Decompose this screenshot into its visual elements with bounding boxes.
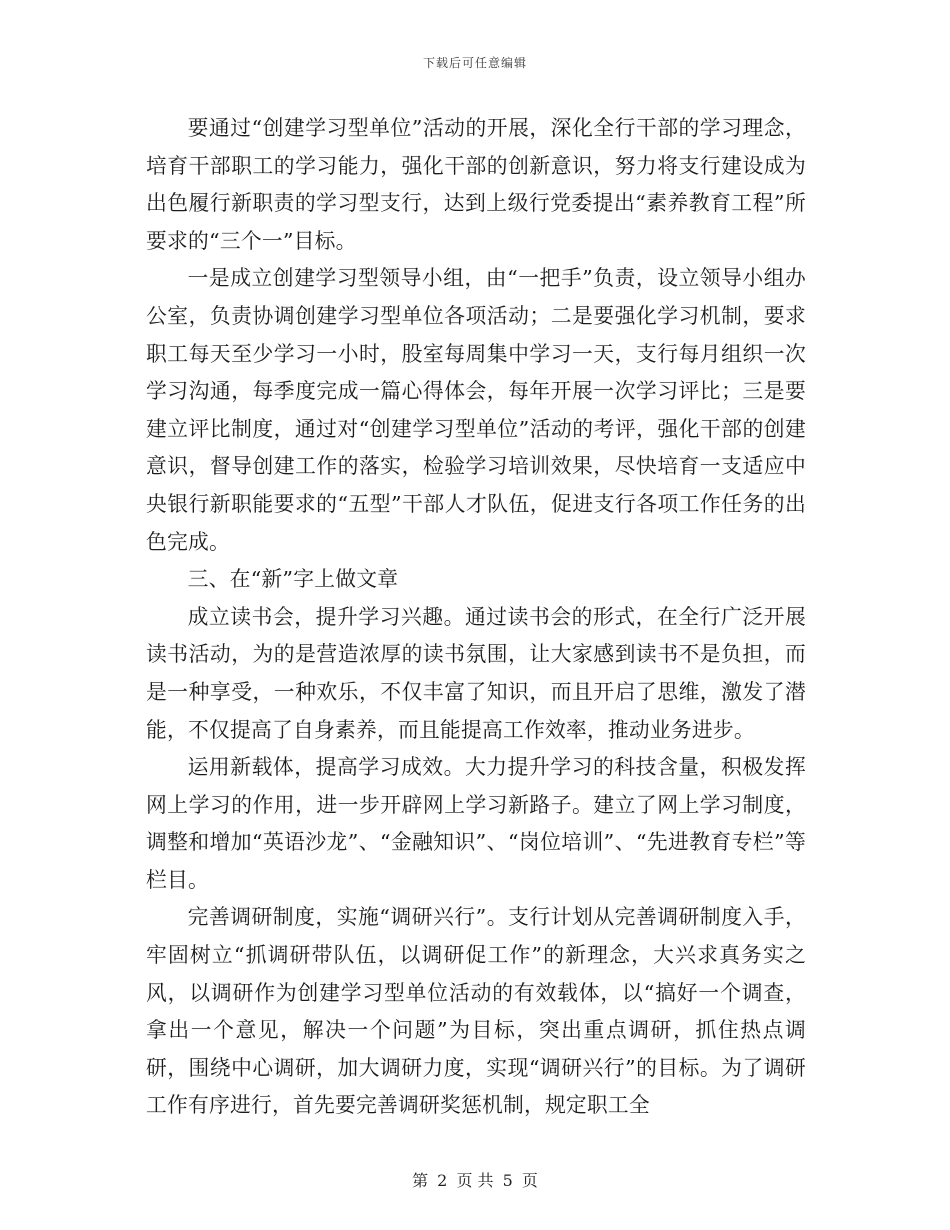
page-header-note: 下载后可任意编辑 bbox=[422, 56, 527, 70]
document-body bbox=[146, 110, 806, 1125]
page-number-total: 5 bbox=[502, 1171, 513, 1190]
paragraph-research-system: 完善调研制度，实施“调研兴行”。支行计划从完善调研制度入手，牢固树立“抓调研带队伍，以调研促工作”的新理念，大兴求真务实之风，以调研作为创建学习型单位活动的有效载体，以“搞好一个调查，拿出一个意见，解决一个问题”为目标，突出重点调研，抓住热点调研，围绕中心调研，加大调研力度，实现“调研兴行”的目标。为了调研工作有序进行，首先要完善调研奖惩机制，规定职工全 bbox=[146, 905, 806, 1118]
page-number-suffix: 页 bbox=[521, 1171, 538, 1190]
page-number-middle: 页 共 bbox=[456, 1171, 494, 1190]
page-number-prefix: 第 bbox=[412, 1171, 429, 1190]
section-heading: 三、在“新”字上做文章 bbox=[187, 567, 399, 592]
page-number bbox=[0, 1168, 950, 1191]
paragraph-measures: 一是成立创建学习型领导小组，由“一把手”负责，设立领导小组办公室，负责协调创建学习型单位各项活动；二是要强化学习机制，要求职工每天至少学习一小时，股室每周集中学习一天，支行每月组织一次学习沟通，每季度完成一篇心得体会，每年开展一次学习评比；三是要建立评比制度，通过对“创建学习型单位”活动的考评，强化干部的创建意识，督导创建工作的落实，检验学习培训效果，尽快培育一支适应中央银行新职能要求的“五型”干部人才队伍，促进支行各项工作任务的出色完成。 bbox=[146, 266, 806, 554]
page-number-current: 2 bbox=[437, 1171, 448, 1190]
paragraph-new-carrier: 运用新载体，提高学习成效。大力提升学习的科技含量，积极发挥网上学习的作用，进一步开辟网上学习新路子。建立了网上学习制度，调整和增加“英语沙龙”、“金融知识”、“岗位培训”、“先进教育专栏”等栏目。 bbox=[146, 755, 806, 892]
paragraph-intro: 要通过“创建学习型单位”活动的开展，深化全行干部的学习理念，培育干部职工的学习能力，强化干部的创新意识，努力将支行建设成为出色履行新职责的学习型支行，达到上级行党委提出“素养教育工程”所要求的“三个一”目标。 bbox=[146, 116, 806, 253]
paragraph-reading-club: 成立读书会，提升学习兴趣。通过读书会的形式，在全行广泛开展读书活动，为的是营造浓厚的读书氛围，让大家感到读书不是负担，而是一种享受，一种欢乐，不仅丰富了知识，而且开启了思维，激发了潜能，不仅提高了自身素养，而且能提高工作效率，推动业务进步。 bbox=[146, 604, 806, 742]
